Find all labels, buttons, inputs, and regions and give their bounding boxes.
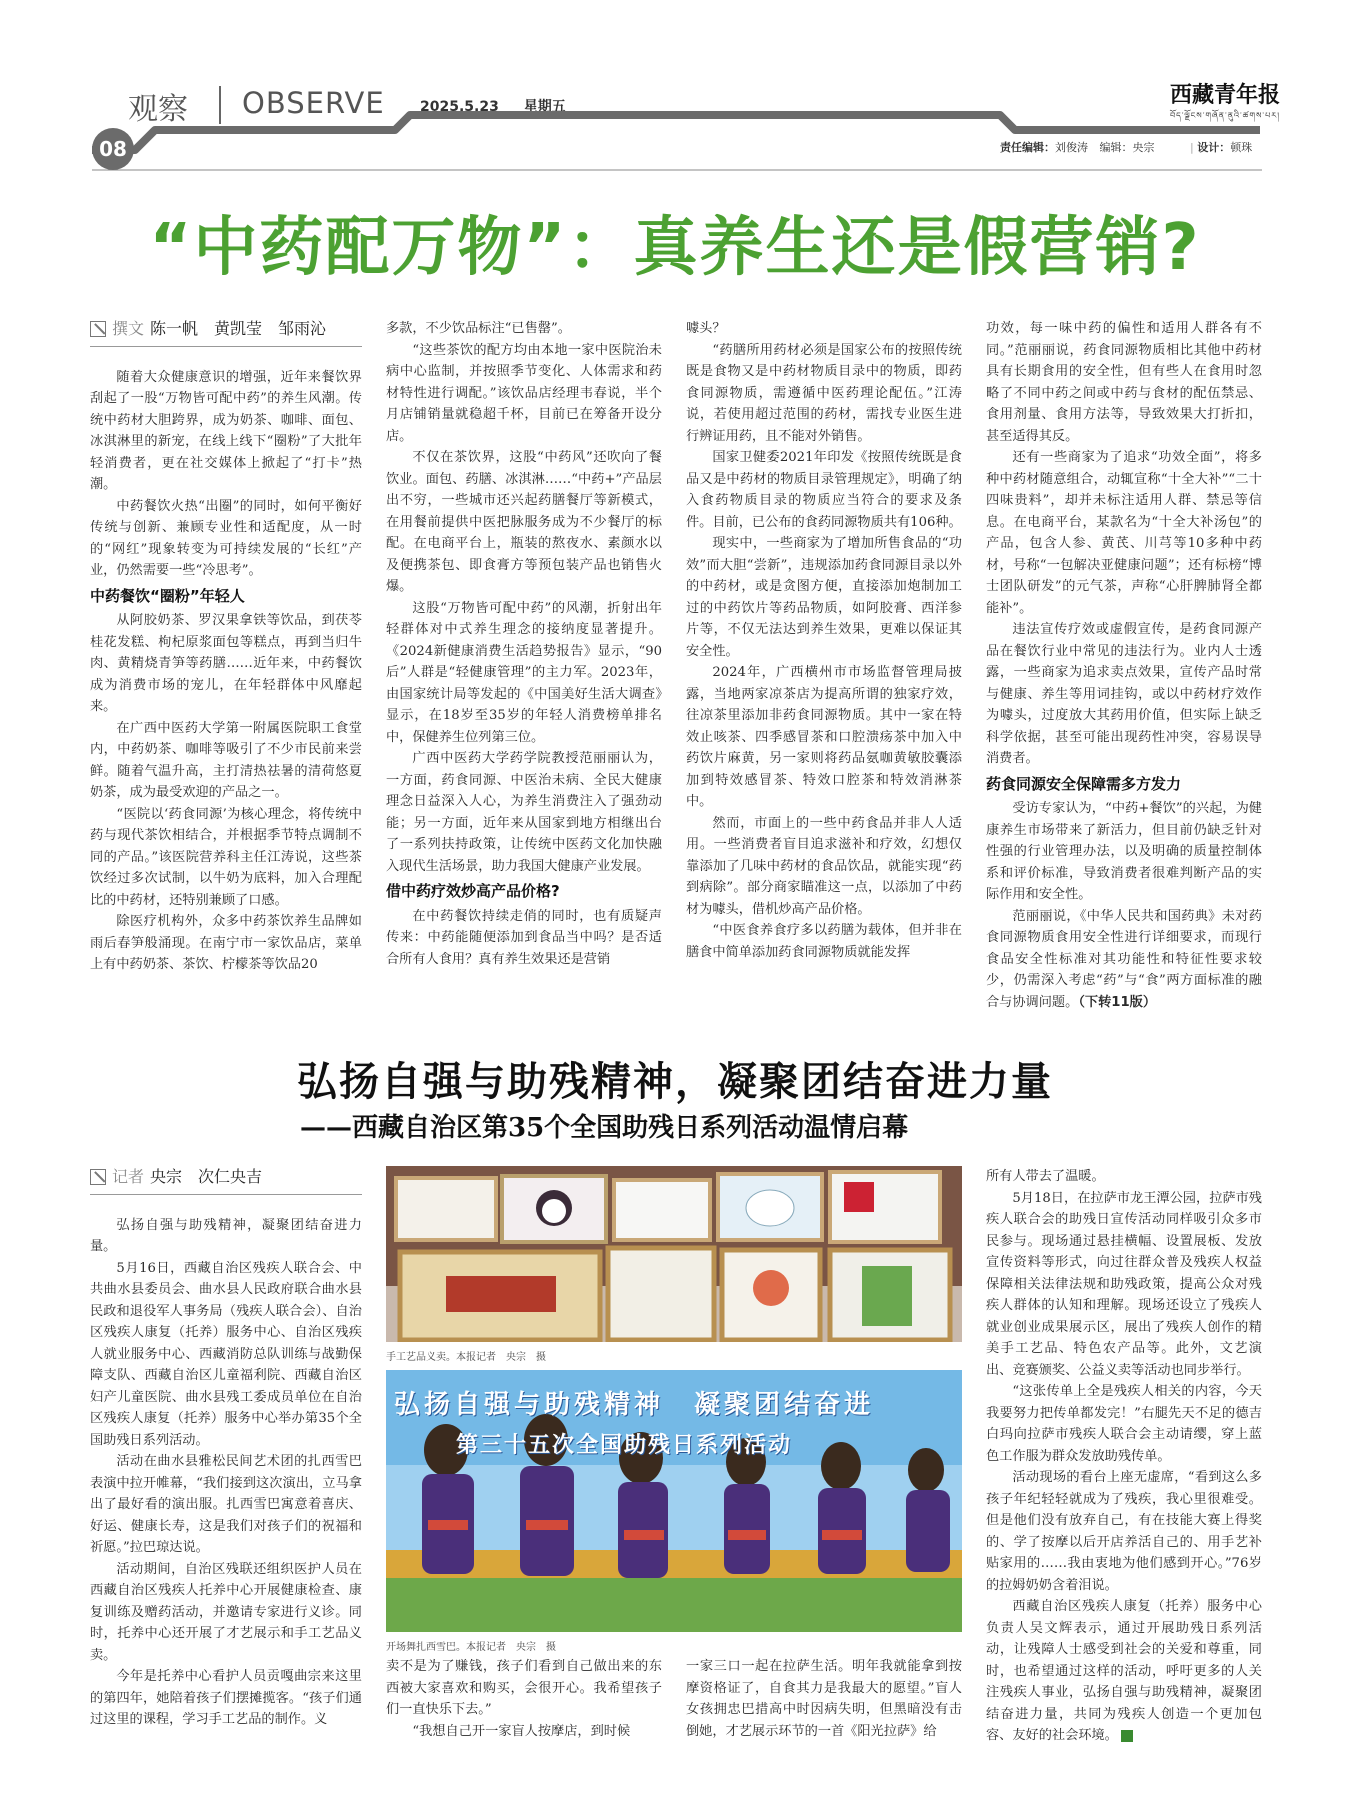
article1-column-1 xyxy=(90,318,362,976)
paragraph-text: 西藏自治区残疾人康复（托养）服务中心负责人吴文辉表示，通过开展助残日系列活动，让残障人士感受到社会的关爱和尊重，同时，也希望通过这样的活动，呼吁更多的人关注残疾人事业，弘扬自强与助残精神，凝聚团结奋进力量，共同为残疾人创造一个更加包容、友好的社会环境。 xyxy=(986,1599,1262,1743)
byline-authors: 陈一帆 黄凯莹 邹雨沁 xyxy=(150,319,327,338)
byline-authors: 央宗 次仁央吉 xyxy=(150,1167,263,1186)
paragraph: 除医疗机构外，众多中药茶饮养生品牌如雨后春笋般涌现。在南宁市一家饮品店，菜单上有中药奶茶、茶饮、柠檬茶等饮品20 xyxy=(90,914,362,972)
article2-headline: 弘扬自强与助残精神，凝聚团结奋进力量 xyxy=(297,1059,1053,1105)
design-label: 设计： xyxy=(1197,141,1231,154)
paragraph: 这股“万物皆可配中药”的风潮，折射出年轻群体对中式养生理念的接纳度显著提升。《2024新健康消费生活趋势报告》显示，“90后”人群是“轻健康管理”的主力军。2023年，由国家统计局等发起的《中国美好生活大调查》显示，在18岁至35岁的年轻人消费榜单排名中，保健养生位列第三位。 xyxy=(386,600,662,745)
paragraph-text: 范丽丽说，《中华人民共和国药典》未对药食同源物质食用安全性进行详细要求，而现行食品安全性标准对其功能性和特征性要求较少，仍需深入考虑“药”与“食”两方面标准的融合与协调问题。 xyxy=(986,908,1262,1010)
editor-label: 编辑： xyxy=(1099,141,1133,154)
page-number: 08 xyxy=(92,128,134,170)
weekday: 星期五 xyxy=(523,99,566,115)
article1-byline xyxy=(90,318,362,340)
continued-note: （下转11版） xyxy=(1078,994,1157,1010)
paragraph: 然而，市面上的一些中药食品并非人人适用。一些消费者盲目追求滋补和疗效，幻想仅靠添加了几味中药材的食品饮品，就能实现“药到病除”。部分商家瞄准这一点，以添加了中药材为噱头，借机炒高产品价格。 xyxy=(686,815,962,917)
paragraph: 2024年，广西横州市市场监督管理局披露，当地两家凉茶店为提高所谓的独家疗效，往凉茶里添加非药食同源物质。其中一家在特效止咳茶、四季感冒茶和口腔溃疡茶中加入中药饮片麻黄，另一家则将药品氨咖黄敏胶囊添加到特效感冒茶、特效口腔茶和特效消淋茶中。 xyxy=(686,665,962,809)
newspaper-logo: 西藏青年报 xyxy=(1170,82,1281,108)
subheading: 药食同源安全保障需多方发力 xyxy=(986,774,1182,793)
paragraph: “我想自己开一家盲人按摩店，到时候 xyxy=(412,1723,631,1739)
photo-caption: 开场舞扎西雪巴。本报记者 央宗 摄 xyxy=(386,1642,556,1653)
paragraph: 违法宣传疗效或虚假宣传，是药食同源产品在餐饮行业中常见的违法行为。业内人士透露，一些商家为追求卖点效果，宣传产品时常与健康、养生等用词挂钩，或以中药材疗效作为噱头，过度放大其药用价值，但实际上缺乏科学依据，甚至可能出现药性冲突，容易误导消费者。 xyxy=(986,622,1262,766)
paragraph: 一家三口一起在拉萨生活。明年我就能拿到按摩资格证了，自食其力是我最大的愿望。”盲人女孩拥忠巴措高中时因病失明，但黑暗没有击倒她，才艺展示环节的一首《阳光拉萨》给 xyxy=(686,1659,962,1739)
subheading: 中药餐饮“圈粉”年轻人 xyxy=(90,586,245,605)
pen-icon xyxy=(90,321,106,337)
byline-rule xyxy=(90,1194,362,1195)
duty-editor-label: 责任编辑： xyxy=(1000,141,1055,154)
photo-handicraft-sale xyxy=(386,1166,962,1342)
paragraph: 不仅在茶饮界，这股“中药风”还吹向了餐饮业。面包、药膳、冰淇淋……“中药+”产品层出不穷，一些城市还兴起药膳餐厅等新模式，在用餐前提供中医把脉服务成为不少餐厅的标配。在电商平台上，瓶装的熬夜水、素颜水以及便携茶包、即食膏方等预包装产品也销售火爆。 xyxy=(386,450,662,594)
banner-text-line1: 弘扬自强与助残精神 凝聚团结奋进 xyxy=(394,1390,875,1420)
paragraph xyxy=(986,1596,1262,1747)
subheading: 借中药疗效炒高产品价格? xyxy=(386,882,560,900)
duty-editor: 刘俊涛 xyxy=(1055,141,1088,154)
handicraft-photo-image xyxy=(386,1166,962,1342)
section-title-en: OBSERVE xyxy=(242,86,385,120)
paragraph: 5月16日，西藏自治区残疾人联合会、中共曲水县委员会、曲水县人民政府联合曲水县民政和退役军人事务局（残疾人联合会）、自治区残疾人康复（托养）服务中心、自治区残疾人就业服务中心、西藏消防总队训练与战勤保障支队、西藏自治区儿童福利院、西藏自治区妇产儿童医院、曲水县残工委成员单位在自治区残疾人康复（托养）服务中心举办第35个全国助残日系列活动。 xyxy=(90,1260,362,1448)
article2-column-3 xyxy=(686,1656,962,1742)
article1-column-4 xyxy=(986,318,1262,1013)
paragraph: 随着大众健康意识的增强，近年来餐饮界刮起了一股“万物皆可配中药”的养生风潮。传统中药材大胆跨界，成为奶茶、咖啡、面包、冰淇淋里的新宠，在线上线下“圈粉”了大批年轻消费者，更在社交媒体上掀起了“打卡”热潮。 xyxy=(90,369,362,492)
paragraph: 5月18日，在拉萨市龙王潭公园，拉萨市残疾人联合会的助残日宣传活动同样吸引众多市民参与。现场通过悬挂横幅、设置展板、发放宣传资料等形式，向过往群众普及残疾人权益保障相关法律法规和助残政策，提高公众对残疾人群体的认知和理解。现场还设立了残疾人就业创业成果展示区，展出了残疾人创作的精美手工艺品、特色农产品等。此外，文艺演出、竞赛颁奖、公益义卖等活动也同步举行。 xyxy=(986,1190,1262,1378)
editor-credits xyxy=(1000,139,1155,155)
photo-caption: 手工艺品义卖。本报记者 央宗 摄 xyxy=(386,1352,546,1363)
paragraph: 功效，每一味中药的偏性和适用人群各有不同。”范丽丽说，药食同源物质相比其他中药材具有长期食用的安全性，但有些人在食用时忽略了不同中药之间或中药与食材的配伍禁忌、食用剂量、食用方法等，导致效果大打折扣，甚至适得其反。 xyxy=(986,321,1262,444)
paragraph: 弘扬自强与助残精神，凝聚团结奋进力量。 xyxy=(90,1217,362,1254)
article1-column-3 xyxy=(686,318,962,963)
editor-name: 央宗 xyxy=(1132,141,1155,154)
banner-text-line2: 第三十五次全国助残日系列活动 xyxy=(456,1432,793,1458)
paragraph: 国家卫健委2021年印发《按照传统既是食品又是中药材的物质目录管理规定》，明确了纳入食药物质目录的物质应当符合的要求及条件。目前，已公布的食药同源物质共有106种。 xyxy=(686,450,962,530)
article1-headline: “中药配万物”：真养生还是假营销? xyxy=(149,211,1201,285)
article2-column-4 xyxy=(986,1166,1262,1747)
paragraph: “药膳所用药材必须是国家公布的按照传统既是食物又是中药材物质目录中的物质，即药食同源物质，需遵循中医药理论配伍。”江涛说，若使用超过范围的药材，需找专业医生进行辨证用药，且不能对外销售。 xyxy=(686,342,962,444)
paragraph: “这些茶饮的配方均由本地一家中医院治未病中心监制，并按照季节变化、人体需求和药材特性进行调配。”该饮品店经理韦春说，半个月店铺销量就稳超千杯，目前已在筹备开设分店。 xyxy=(386,342,662,444)
paragraph: 在中药餐饮持续走俏的同时，也有质疑声传来：中药能随便添加到食品当中吗？是否适合所有人食用？真有养生效果还是营销 xyxy=(386,908,662,967)
date: 2025.5.23 xyxy=(420,99,499,115)
paragraph: 广西中医药大学药学院教授范丽丽认为，一方面，药食同源、中医治未病、全民大健康理念日益深入人心，为养生消费注入了强劲动能；另一方面，近年来从国家到地方相继出台了一系列扶持政策，让传统中医药文化加快融入现代生活场景，助力我国大健康产业发展。 xyxy=(386,751,662,874)
pen-icon xyxy=(90,1169,106,1185)
paragraph: 卖不是为了赚钱，孩子们看到自己做出来的东西被大家喜欢和购买，会很开心。我希望孩子们一直快乐下去。” xyxy=(386,1659,662,1717)
article2-column-1 xyxy=(90,1166,362,1731)
newspaper-logo-tibetan: བོད་ལྗོངས་གཞོན་ནུའི་ཚགས་པར། xyxy=(1170,111,1280,120)
paragraph: 现实中，一些商家为了增加所售食品的“功效”而大胆“尝新”，违规添加药食同源目录以外的中药材，或是贪图方便，直接添加炮制加工过的中药饮片等药品物质，如阿胶膏、西洋参片等，不仅无法达到养生效果，更难以保证其安全性。 xyxy=(686,536,962,659)
paragraph: “中医食养食疗多以药膳为载体，但并非在膳食中简单添加药食同源物质就能发挥 xyxy=(686,923,962,960)
article2-byline xyxy=(90,1166,362,1188)
paragraph: 中药餐饮火热“出圈”的同时，如何平衡好传统与创新、兼顾专业性和适配度，从一时的“网红”现象转变为可持续发展的“长红”产业，仍然需要一些“冷思考”。 xyxy=(90,498,362,578)
paragraph: 活动期间，自治区残联还组织医护人员在西藏自治区残疾人托养中心开展健康检查、康复训练及赠药活动，并邀请专家进行义诊。同时，托养中心还开展了才艺展示和手工艺品义卖。 xyxy=(90,1561,362,1663)
paragraph: 活动在曲水县雅松民间艺术团的扎西雪巴表演中拉开帷幕，“我们接到这次演出，立马拿出了最好看的演出服。扎西雪巴寓意着喜庆、好运、健康长寿，这是我们对孩子们的祝福和祈愿。”拉巴琼达说。 xyxy=(90,1454,362,1555)
paragraph: 受访专家认为，“中药+餐饮”的兴起，为健康养生市场带来了新活力，但目前仍缺乏针对性强的行业管理办法，以及明确的质量控制体系和评价标准，导致消费者很难判断产品的实际作用和安全性。 xyxy=(986,801,1262,902)
paragraph: 活动现场的看台上座无虚席，“看到这么多孩子年纪轻轻就成为了残疾，我心里很难受。但是他们没有放弃自己，有在技能大赛上得奖的、学了按摩以后开店养活自己的、用手艺补贴家用的……我由衷地为他们感到开心。”76岁的拉姆奶奶含着泪说。 xyxy=(986,1470,1262,1593)
paragraph: 在广西中医药大学第一附属医院职工食堂内，中药奶茶、咖啡等吸引了不少市民前来尝鲜。随着气温升高，主打清热祛暑的清荷悠夏奶茶，成为最受欢迎的产品之一。 xyxy=(90,720,362,800)
paragraph: 今年是托养中心看护人员贡嘎曲宗来这里的第四年，她陪着孩子们摆摊揽客。“孩子们通过这里的课程，学习手工艺品的制作。义 xyxy=(90,1669,362,1727)
paragraph: 所有人带去了温暖。 xyxy=(986,1169,1105,1184)
byline-label: 撰文 xyxy=(112,319,145,338)
paragraph xyxy=(986,906,1262,1014)
byline-label: 记者 xyxy=(112,1167,145,1186)
paragraph: 从阿胶奶茶、罗汉果拿铁等饮品，到茯苓桂花发糕、枸杞原浆面包等糕点，再到当归牛肉、黄精烧青笋等药膳……近年来，中药餐饮成为消费市场的宠儿，在年轻群体中风靡起来。 xyxy=(90,613,362,714)
section-title-cn: 观察 xyxy=(128,92,188,127)
article1-column-2 xyxy=(386,318,662,970)
article2-subtitle: ——西藏自治区第35个全国助残日系列活动温情启幕 xyxy=(300,1113,909,1143)
designer-name: 顿珠 xyxy=(1230,141,1253,154)
paragraph: 噱头？ xyxy=(686,321,726,336)
end-mark-icon xyxy=(1121,1730,1133,1742)
photo-opening-dance xyxy=(386,1370,962,1632)
paragraph: “这张传单上全是残疾人相关的内容，今天我要努力把传单都发完！”右腿先天不足的德吉白玛向拉萨市残疾人联合会主动请缨，穿上蓝色工作服为群众发放助残传单。 xyxy=(986,1384,1262,1464)
paragraph: “医院以‘药食同源’为核心理念，将传统中药与现代茶饮相结合，并根据季节特点调制不同的产品。”该医院营养科主任江涛说，这些茶饮经过多次试制，以牛奶为底料，加入合理配比的中药材，还特别兼顾了口感。 xyxy=(90,806,362,908)
article2-column-2 xyxy=(386,1656,662,1742)
paragraph: 多款，不少饮品标注“已售罄”。 xyxy=(386,321,571,336)
design-credit: | 设计：顿珠 xyxy=(1190,141,1253,154)
paragraph: 还有一些商家为了追求“功效全面”，将多种中药材随意组合，动辄宣称“十全大补”“二十四味贵料”，却并未标注适用人群、禁忌等信息。在电商平台，某款名为“十全大补汤包”的产品，包含人参、黄芪、川芎等10多种中药材，号称“一包解决亚健康问题”；还有标榜“博士团队研发”的元气茶，声称“心肝脾肺肾全都能补”。 xyxy=(986,450,1262,616)
byline-rule xyxy=(90,346,362,347)
